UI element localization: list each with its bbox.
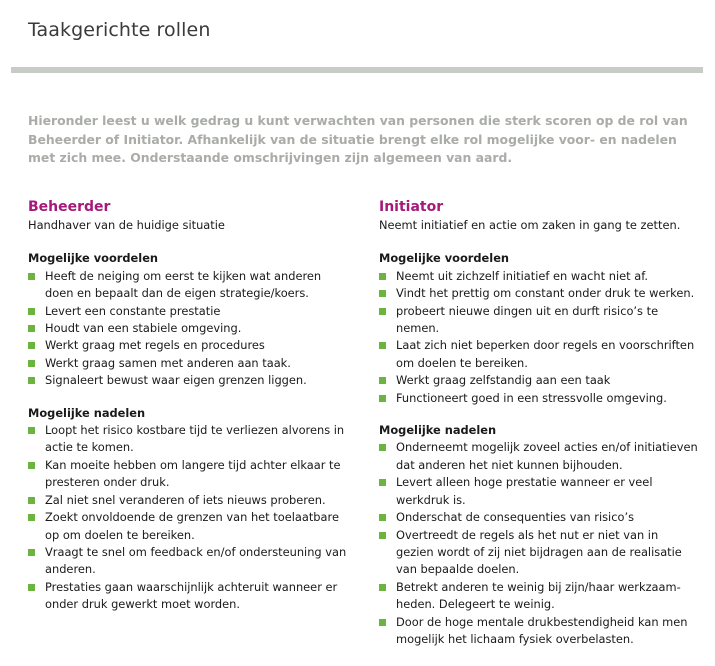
list-item: Overtreedt de regels als het nut er niet van in gezien wordt of zij niet bijdragen aan de realisatie van bepaalde doelen. [379, 527, 699, 579]
bullet-square-icon [28, 377, 35, 384]
bullet-square-icon [379, 479, 386, 486]
bullet-square-icon [28, 360, 35, 367]
bullet-square-icon [379, 619, 386, 626]
initiator-voordelen-heading: Mogelijke voordelen [379, 251, 510, 266]
bullet-square-icon [379, 395, 386, 402]
beheerder-voordelen-list [28, 268, 348, 390]
bullet-square-icon [379, 532, 386, 539]
bullet-square-icon [28, 497, 35, 504]
bullet-square-icon [28, 462, 35, 469]
list-item: probeert nieuwe dingen uit en durft risico’s te nemen. [379, 303, 699, 338]
bullet-square-icon [28, 514, 35, 521]
initiator-subtitle: Neemt initiatief en actie om zaken in gang te zetten. [379, 218, 681, 232]
beheerder-nadelen-heading: Mogelijke nadelen [28, 405, 146, 420]
list-item: Laat zich niet beperken door regels en voorschriften om doelen te bereiken. [379, 337, 699, 372]
list-item: Werkt graag met regels en procedures [28, 337, 348, 354]
bullet-square-icon [379, 377, 386, 384]
bullet-square-icon [28, 584, 35, 591]
list-item: Betrekt anderen te weinig bij zijn/haar werkzaam-heden. Delegeert te weinig. [379, 579, 699, 614]
bullet-square-icon [28, 342, 35, 349]
list-item: Functioneert goed in een stressvolle omgeving. [379, 390, 699, 407]
list-item: Vraagt te snel om feedback en/of ondersteuning van anderen. [28, 544, 348, 579]
title-divider [11, 67, 703, 73]
list-item: Levert alleen hoge prestatie wanneer er veel werkdruk is. [379, 474, 699, 509]
list-item: Heeft de neiging om eerst te kijken wat anderen doen en bepaalt dan de eigen strategie/koers. [28, 268, 348, 303]
list-item: Levert een constante prestatie [28, 303, 348, 320]
bullet-square-icon [28, 325, 35, 332]
bullet-square-icon [379, 514, 386, 521]
beheerder-column [28, 199, 348, 629]
list-item: Werkt graag zelfstandig aan een taak [379, 372, 699, 389]
list-item: Door de hoge mentale drukbestendigheid kan men mogelijk het lichaam fysiek overbelasten. [379, 614, 699, 649]
initiator-heading: Initiator [379, 199, 444, 215]
list-item: Onderneemt mogelijk zoveel acties en/of initiatieven dat anderen het niet kunnen bijhouden. [379, 439, 699, 474]
bullet-square-icon [379, 584, 386, 591]
bullet-square-icon [379, 290, 386, 297]
list-item: Houdt van een stabiele omgeving. [28, 320, 348, 337]
bullet-square-icon [379, 342, 386, 349]
bullet-square-icon [28, 273, 35, 280]
page-title: Taakgerichte rollen [28, 19, 211, 41]
beheerder-voordelen-heading: Mogelijke voordelen [28, 251, 159, 266]
list-item: Kan moeite hebben om langere tijd achter elkaar te presteren onder druk. [28, 457, 348, 492]
initiator-column [379, 199, 699, 663]
list-item: Signaleert bewust waar eigen grenzen liggen. [28, 372, 348, 389]
bullet-square-icon [28, 427, 35, 434]
list-item: Onderschat de consequenties van risico’s [379, 509, 699, 526]
initiator-voordelen-list [379, 268, 699, 407]
bullet-square-icon [379, 308, 386, 315]
beheerder-nadelen-list [28, 422, 348, 613]
list-item: Neemt uit zichzelf initiatief en wacht niet af. [379, 268, 699, 285]
list-item: Zoekt onvoldoende de grenzen van het toelaatbare op om doelen te bereiken. [28, 509, 348, 544]
list-item: Vindt het prettig om constant onder druk te werken. [379, 285, 699, 302]
bullet-square-icon [28, 549, 35, 556]
list-item: Werkt graag samen met anderen aan taak. [28, 355, 348, 372]
beheerder-subtitle: Handhaver van de huidige situatie [28, 218, 225, 232]
initiator-nadelen-heading: Mogelijke nadelen [379, 423, 497, 438]
bullet-square-icon [379, 444, 386, 451]
list-item: Zal niet snel veranderen of iets nieuws proberen. [28, 492, 348, 509]
list-item: Prestaties gaan waarschijnlijk achteruit wanneer er onder druk gewerkt moet worden. [28, 579, 348, 614]
bullet-square-icon [379, 273, 386, 280]
intro-paragraph: Hieronder leest u welk gedrag u kunt verwachten van personen die sterk scoren op de rol van Beheerder of Initiator. Afhankelijk van de situatie brengt elke rol mogelijke voor- en nadelen met zich mee. Onderstaande omschrijvingen zijn algemeen van aard. [28, 113, 688, 165]
beheerder-heading: Beheerder [28, 199, 111, 215]
list-item: Loopt het risico kostbare tijd te verliezen alvorens in actie te komen. [28, 422, 348, 457]
initiator-nadelen-list [379, 439, 699, 648]
bullet-square-icon [28, 308, 35, 315]
